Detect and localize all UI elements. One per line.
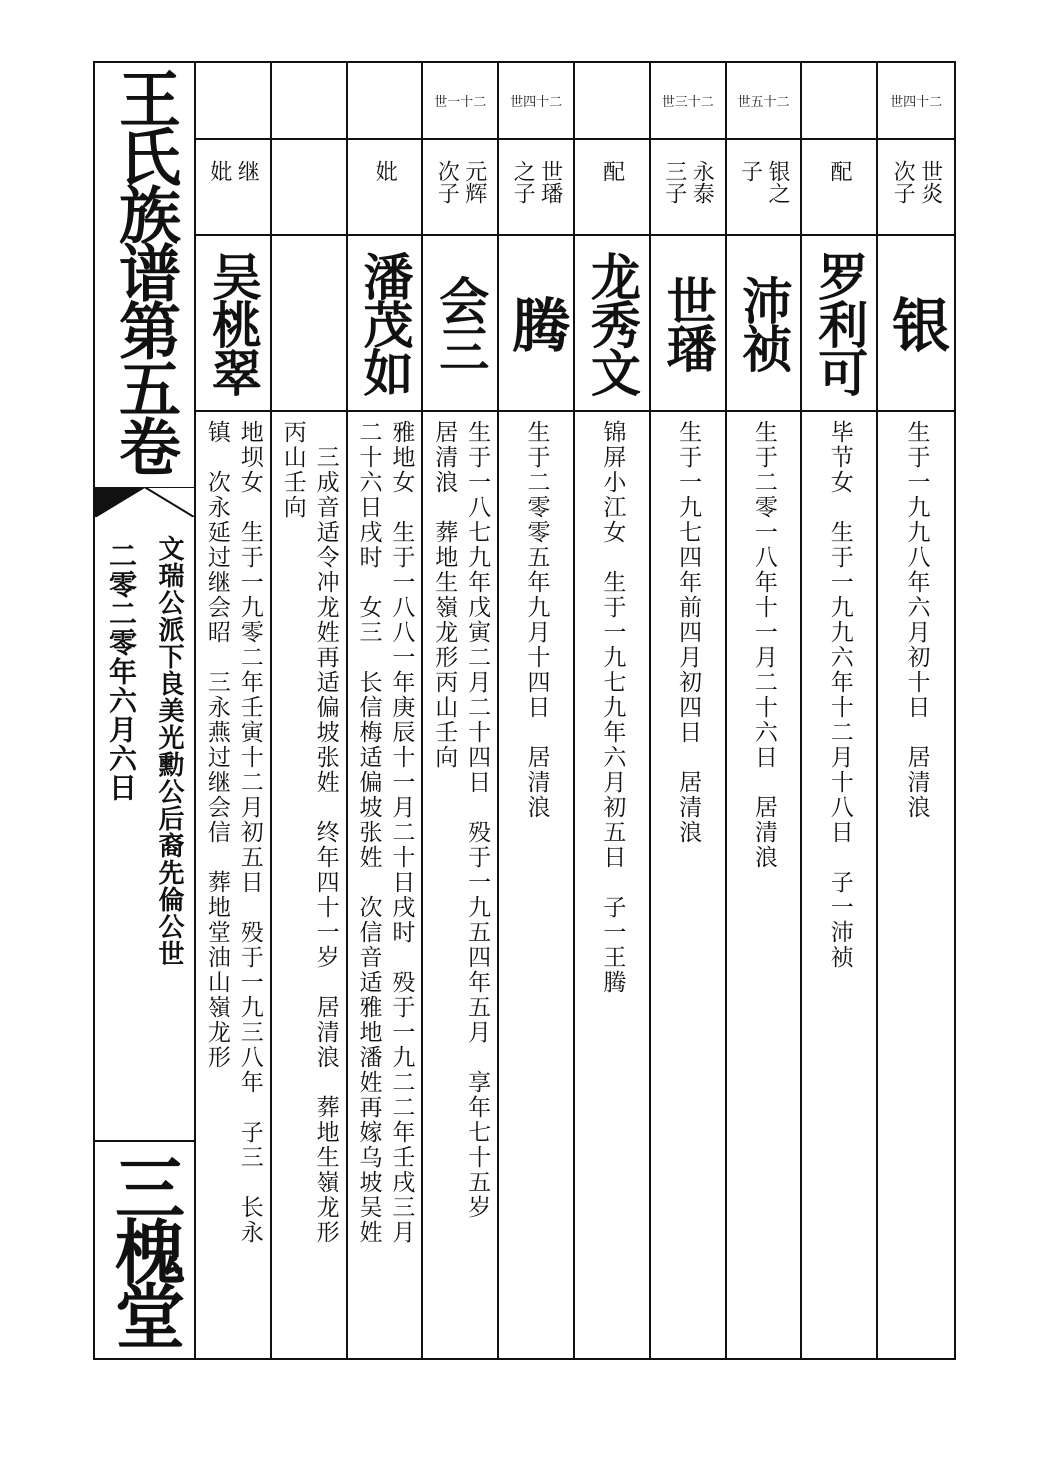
relation-label: 银之 子: [727, 140, 801, 236]
person-name: 沛祯: [727, 236, 801, 412]
person-name: 世璠: [651, 236, 725, 412]
entry-column: [499, 63, 575, 1358]
biography-text: 毕节女 生于一九九六年十二月十八日 子一沛祯: [826, 420, 853, 970]
person-name: 罗利可: [802, 236, 876, 412]
biography-text: 地坝女 生于一九零二年壬寅十二月初五日 殁于一九三八年 子三 长永 镇 次永延过继会昭 三永燕过继会信 葬地堂油山嶺龙形: [203, 420, 263, 1245]
generation-label: [802, 63, 876, 140]
biography-text: 锦屏小江女 生于一九七九年六月初五日 子一王腾: [599, 420, 626, 995]
title-strip: [95, 63, 196, 1358]
generation-label: 世五十二: [727, 63, 801, 140]
person-name: 银: [878, 236, 954, 412]
book-title: 王氏族谱第五卷: [108, 67, 182, 473]
entry-column: [878, 63, 954, 1358]
entries-grid: [196, 63, 954, 1358]
biography-text: 生于一九九八年六月初十日 居清浪: [903, 420, 930, 820]
person-name: 会三: [423, 236, 497, 412]
generation-label: 世一十二: [423, 63, 497, 140]
entry-column: [802, 63, 878, 1358]
entry-column: [575, 63, 651, 1358]
person-name: 潘茂如: [348, 236, 422, 412]
relation-label: 元辉 次子: [423, 140, 497, 236]
entry-column: [348, 63, 424, 1358]
generation-label: [348, 63, 422, 140]
relation-label: 永泰 三子: [651, 140, 725, 236]
relation-label: 世璠 之子: [499, 140, 573, 236]
relation-label: [272, 140, 346, 236]
genealogy-page: [93, 61, 956, 1360]
biography-text: 生于二零零五年九月十四日 居清浪: [523, 420, 550, 820]
person-name: 吴桃翠: [196, 236, 270, 412]
generation-label: 世三十二: [651, 63, 725, 140]
person-name: 腾: [499, 236, 573, 412]
entry-column: [423, 63, 499, 1358]
hall-name: 三槐堂: [95, 1140, 194, 1360]
generation-label: [272, 63, 346, 140]
relation-label: 继 妣: [196, 140, 270, 236]
generation-label: 世四十二: [878, 63, 954, 140]
relation-label: 世炎 次子: [878, 140, 954, 236]
relation-label: 妣: [348, 140, 422, 236]
lineage-line: 文瑞公派下良美光勳公后裔先倫公世: [154, 535, 184, 967]
generation-label: [196, 63, 270, 140]
entry-column: [272, 63, 348, 1358]
biography-text: 雅地女 生于一八八一年庚辰十一月二十日戌时 殁于一九二二年壬戌三月 二十六日戌时 女三 长信梅适偏坡张姓 次信音适雅地潘姓再嫁乌坡吴姓: [355, 420, 415, 1245]
biography-text: 生于一八七九年戊寅二月二十四日 殁于一九五四年五月 享年七十五岁 居清浪 葬地生嶺龙形丙山壬向: [431, 420, 491, 1220]
biography-text: 生于二零一八年十一月二十六日 居清浪: [750, 420, 777, 870]
person-name: 龙秀文: [575, 236, 649, 412]
fishtail-mark: [95, 487, 194, 517]
generation-label: 世四十二: [499, 63, 573, 140]
biography-text: 生于一九七四年前四月初四日 居清浪: [675, 420, 702, 845]
entry-column: [196, 63, 272, 1358]
compile-date: 二零二零年六月六日: [105, 541, 138, 802]
biography-text: 三成音适令冲龙姓再适偏坡张姓 终年四十一岁 居清浪 葬地生嶺龙形 丙山壬向: [279, 420, 339, 1245]
relation-label: 配: [575, 140, 649, 236]
relation-label: 配: [802, 140, 876, 236]
entry-column: [727, 63, 803, 1358]
generation-label: [575, 63, 649, 140]
entry-column: [651, 63, 727, 1358]
person-name: [272, 236, 346, 412]
